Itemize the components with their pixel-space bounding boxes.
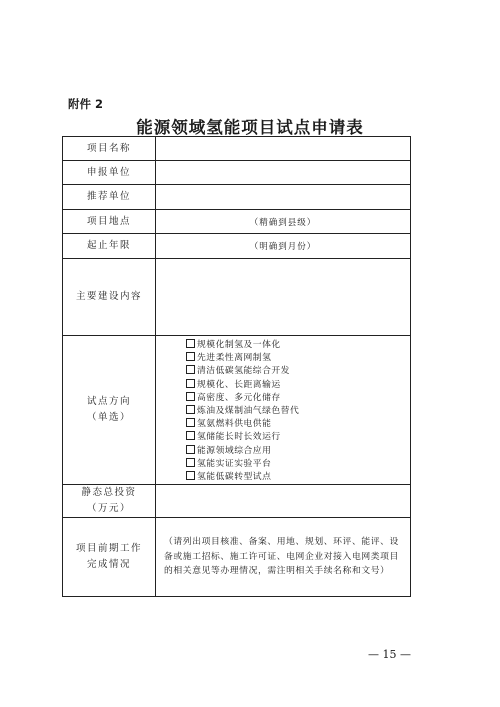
form-title: 能源领域氢能项目试点申请表	[136, 118, 364, 137]
direction-option-label: 氢储能长时长效运行	[197, 432, 281, 443]
direction-option[interactable]	[186, 431, 410, 444]
direction-option-label: 氢能低碳转型试点	[197, 471, 272, 482]
direction-option[interactable]	[186, 418, 410, 431]
row-location	[63, 210, 411, 234]
direction-option-label: 规模化制氢及一体化	[197, 340, 281, 350]
checkbox-icon[interactable]	[186, 418, 195, 427]
direction-option[interactable]	[186, 352, 410, 365]
preliminary-label	[63, 518, 156, 597]
project-name-label: 项目名称	[63, 137, 156, 161]
checkbox-icon[interactable]	[186, 339, 195, 348]
direction-option[interactable]	[186, 445, 410, 458]
direction-option-label: 氢能实证实验平台	[197, 458, 272, 469]
preliminary-field[interactable]	[156, 518, 411, 597]
investment-label	[63, 485, 156, 518]
checkbox-icon[interactable]	[186, 405, 195, 414]
row-investment	[63, 485, 411, 518]
direction-option-label: 先进柔性离网制氢	[197, 353, 272, 364]
direction-option-label: 高密度、多元化储存	[197, 392, 281, 403]
page-number: — 15 —	[368, 648, 411, 661]
direction-option-label: 氢氨燃料供电供能	[197, 419, 272, 430]
direction-option[interactable]	[186, 379, 410, 392]
direction-label	[63, 336, 156, 485]
period-field[interactable]	[156, 234, 411, 259]
location-label: 项目地点	[63, 210, 156, 234]
construction-label: 主要建设内容	[63, 259, 156, 336]
direction-option[interactable]	[186, 458, 410, 471]
project-name-field[interactable]	[156, 137, 411, 161]
application-form-table	[62, 136, 411, 597]
direction-option[interactable]	[186, 392, 410, 405]
direction-option[interactable]	[186, 405, 410, 418]
checkbox-icon[interactable]	[186, 365, 195, 374]
row-preliminary	[63, 518, 411, 597]
investment-label-line1: 静态总投资	[81, 487, 137, 499]
investment-field[interactable]	[156, 485, 411, 518]
recommender-label: 推荐单位	[63, 185, 156, 210]
checkbox-icon[interactable]	[186, 379, 195, 388]
checkbox-icon[interactable]	[186, 445, 195, 454]
applicant-field[interactable]	[156, 161, 411, 185]
checkbox-icon[interactable]	[186, 471, 195, 480]
direction-option[interactable]	[186, 339, 410, 352]
checkbox-icon[interactable]	[186, 392, 195, 401]
direction-label-line1: 试点方向	[86, 396, 131, 408]
attachment-label: 附件 2	[68, 97, 104, 111]
row-period	[63, 234, 411, 259]
preliminary-note: （请列出项目核准、备案、用地、规划、环评、能评、设备或施工招标、施工许可证、电网企业对接入电网类项目的相关意见等办理情况，需注明相关手续名称和文号）	[164, 537, 399, 577]
preliminary-label-line1: 项目前期工作	[75, 543, 142, 555]
direction-option[interactable]	[186, 365, 410, 378]
preliminary-label-line2: 完成情况	[86, 559, 131, 571]
row-applicant	[63, 161, 411, 185]
direction-option-label: 规模化、长距离输运	[197, 379, 281, 390]
direction-option[interactable]	[186, 471, 410, 484]
direction-label-line2: （单选）	[86, 412, 131, 424]
period-hint: （明确到月份）	[249, 242, 317, 252]
direction-option-label: 能源领域综合应用	[197, 445, 272, 456]
investment-label-line2: （万元）	[86, 503, 131, 515]
checkbox-icon[interactable]	[186, 352, 195, 361]
row-recommender	[63, 185, 411, 210]
checkbox-icon[interactable]	[186, 431, 195, 440]
location-field[interactable]	[156, 210, 411, 234]
direction-option-label: 清洁低碳氢能综合开发	[197, 366, 290, 377]
checkbox-icon[interactable]	[186, 458, 195, 467]
row-construction	[63, 259, 411, 336]
applicant-label: 申报单位	[63, 161, 156, 185]
recommender-field[interactable]	[156, 185, 411, 210]
period-label: 起止年限	[63, 234, 156, 259]
direction-option-label: 炼油及煤制油气绿色替代	[197, 405, 300, 416]
location-hint: （精确到县级）	[249, 217, 317, 228]
row-direction	[63, 336, 411, 485]
direction-options	[156, 336, 410, 484]
construction-field[interactable]	[156, 259, 411, 336]
direction-options-cell	[156, 336, 411, 485]
row-project-name	[63, 137, 411, 161]
